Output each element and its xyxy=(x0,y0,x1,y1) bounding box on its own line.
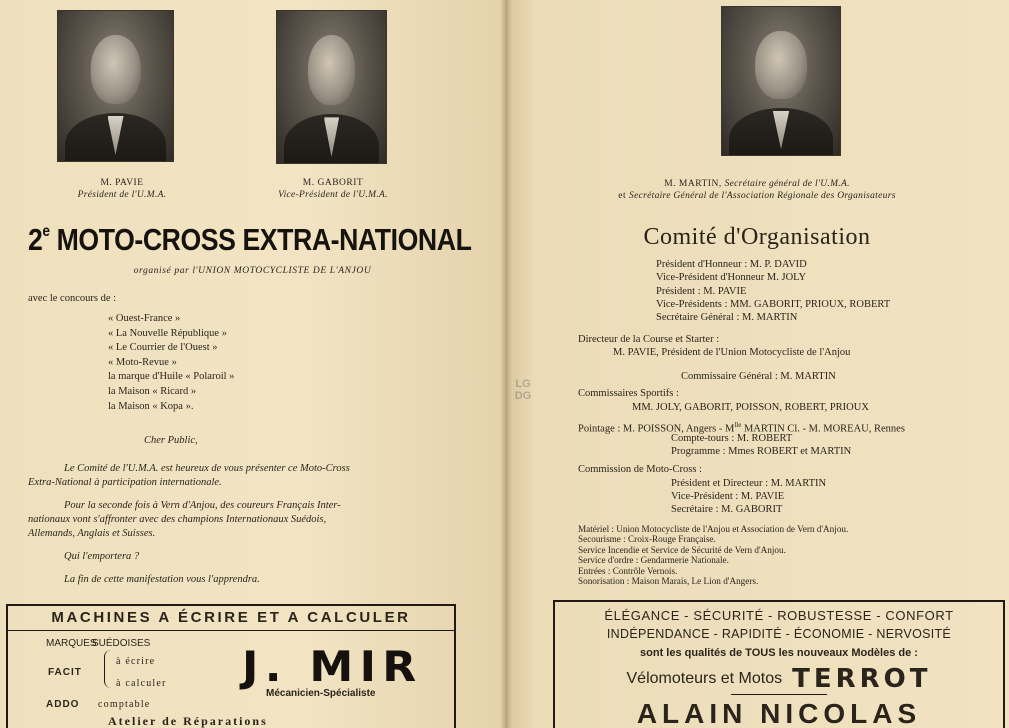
main-title xyxy=(28,222,472,258)
caption-title: Vice-Président de l'U.M.A. xyxy=(278,190,388,200)
right-page xyxy=(505,0,1009,728)
commission-line: Vice-Président : M. PAVIE xyxy=(671,491,785,502)
caption-name: M. PAVIE xyxy=(100,178,144,188)
caption-title: Président de l'U.M.A. xyxy=(77,190,167,200)
advertisement-terrot xyxy=(553,600,1005,728)
paragraph-line: Le Comité de l'U.M.A. est heureux de vous présenter ce Moto-Cross xyxy=(64,463,350,474)
ad-line-qualities-2: INDÉPENDANCE - RAPIDITÉ - ÉCONOMIE - NERVOSITÉ xyxy=(606,627,952,641)
caption-gaborit xyxy=(248,177,418,201)
caption-pavie xyxy=(42,177,202,201)
programme: Programme : Mmes ROBERT et MARTIN xyxy=(671,446,852,457)
caption-title: Secrétaire Général de l'Association Régionale des Organisateurs xyxy=(629,191,896,201)
officer-line: Président d'Honneur : M. P. DAVID xyxy=(656,259,807,270)
pointage-pre: Pointage : M. POISSON, Angers - M xyxy=(578,423,735,435)
commissaire-general: Commissaire Général : M. MARTIN xyxy=(681,371,836,382)
ad-product-label: Vélomoteurs et Motos xyxy=(626,670,783,687)
caption-name: M. MARTIN, xyxy=(664,179,725,189)
list-item: la Maison « Ricard » xyxy=(108,385,197,397)
portrait-photo-gaborit xyxy=(276,10,387,164)
caption-name: M. GABORIT xyxy=(302,178,364,188)
service-line: Matériel : Union Motocycliste de l'Anjou et Association de Vern d'Anjou. xyxy=(578,524,849,534)
sponsor-list xyxy=(108,312,234,414)
paragraph-line: Extra-National à participation internationale. xyxy=(28,477,222,488)
commissaires-value: MM. JOLY, GABORIT, POISSON, ROBERT, PRIOUX xyxy=(632,402,869,413)
ad-divider xyxy=(731,694,827,695)
directeur-label: Directeur de la Course et Starter : xyxy=(578,334,720,345)
ad-line-brand xyxy=(555,664,1003,694)
ad-a-calculer: à calculer xyxy=(116,678,167,689)
paragraph-line: nationaux vont s'affronter avec des champions Internationaux Suédois, xyxy=(28,514,327,525)
service-line: Secourisme : Croix-Rouge Française. xyxy=(578,534,716,544)
service-line: Sonorisation : Maison Marais, Le Lion d'Angers. xyxy=(578,576,759,586)
ad-header: MACHINES A ÉCRIRE ET A CALCULER xyxy=(8,606,454,631)
ad-dealer: ALAIN NICOLAS xyxy=(636,698,922,728)
ad-brand-terrot: TERROT xyxy=(792,664,932,694)
sponsor-intro: avec le concours de : xyxy=(28,293,117,304)
paragraph-line: Pour la seconde fois à Vern d'Anjou, des coureurs Français Inter- xyxy=(64,500,341,511)
commission-line: Président et Directeur : M. MARTIN xyxy=(671,478,827,489)
officer-line: Vice-Présidents : MM. GABORIT, PRIOUX, ROBERT xyxy=(656,299,891,310)
portrait-photo-pavie xyxy=(57,10,174,162)
watermark-top: LG xyxy=(515,378,531,390)
paragraph-line: Allemands, Anglais et Suisses. xyxy=(28,528,156,539)
officer-line: Secrétaire Général : M. MARTIN xyxy=(656,312,798,323)
ad-addo: ADDO xyxy=(46,699,80,710)
book-gutter xyxy=(500,0,512,728)
ad-role: Mécanicien-Spécialiste xyxy=(266,688,376,699)
closing-line: La fin de cette manifestation vous l'apprendra. xyxy=(64,574,260,585)
ad-line-qualities-1: ÉLÉGANCE - SÉCURITÉ - ROBUSTESSE - CONFORT xyxy=(604,608,954,623)
list-item: « La Nouvelle République » xyxy=(108,327,227,339)
watermark-stamp xyxy=(506,378,540,422)
salutation: Cher Public, xyxy=(144,435,198,446)
ad-facit: FACIT xyxy=(48,667,82,678)
ad-line-tagline: sont les qualités de TOUS les nouveaux Modèles de : xyxy=(640,647,918,659)
portrait-photo-martin xyxy=(721,6,841,156)
caption-title: Secrétaire général de l'U.M.A. xyxy=(724,179,850,189)
list-item: la Maison « Kopa ». xyxy=(108,400,194,412)
ad-atelier: Atelier de Réparations xyxy=(108,714,268,728)
ad-suedoises: SUÉDOISES xyxy=(92,638,151,649)
officer-line: Vice-Président d'Honneur M. JOLY xyxy=(656,272,807,283)
ad-comptable: comptable xyxy=(98,699,151,710)
service-line: Service d'ordre : Gendarmerie Nationale. xyxy=(578,555,729,565)
commission-label: Commission de Moto-Cross : xyxy=(578,464,702,475)
list-item: la marque d'Huile « Polaroil » xyxy=(108,371,235,383)
compte-tours: Compte-tours : M. ROBERT xyxy=(671,433,793,444)
title-number: 2 xyxy=(28,222,43,257)
commission-line: Secrétaire : M. GABORIT xyxy=(671,504,783,515)
list-item: « Le Courrier de l'Ouest » xyxy=(108,342,218,354)
caption-martin xyxy=(505,178,1009,202)
watermark-bottom: DG xyxy=(514,390,532,402)
list-item: « Moto-Revue » xyxy=(108,356,177,368)
ad-marques: MARQUES xyxy=(46,638,97,649)
committee-title: Comité d'Organisation xyxy=(643,224,871,250)
pointage-post: MARTIN Cl. - M. MOREAU, Rennes xyxy=(741,423,905,435)
list-item: « Ouest-France » xyxy=(108,313,181,324)
pointage-sup: lle xyxy=(734,421,742,429)
caption-prefix: et xyxy=(618,191,630,201)
service-line: Service Incendie et Service de Sécurité de Vern d'Anjou. xyxy=(578,545,786,555)
title-text: MOTO-CROSS EXTRA-NATIONAL xyxy=(49,222,472,257)
service-line: Entrées : Contrôle Vernois. xyxy=(578,566,678,576)
commissaires-label: Commissaires Sportifs : xyxy=(578,388,679,399)
title-ordinal: e xyxy=(42,223,50,240)
directeur-value: M. PAVIE, Président de l'Union Motocycliste de l'Anjou xyxy=(613,347,851,358)
ad-a-ecrire: à écrire xyxy=(116,656,156,667)
officer-line: Président : M. PAVIE xyxy=(656,286,747,297)
question: Qui l'emportera ? xyxy=(64,551,140,562)
advertisement-jmir xyxy=(6,604,456,728)
organizer-subtitle: organisé par l'UNION MOTOCYCLISTE DE L'ANJOU xyxy=(133,266,372,276)
brace-divider xyxy=(104,650,111,688)
ad-brand-jmir: J. MIR xyxy=(242,642,423,691)
